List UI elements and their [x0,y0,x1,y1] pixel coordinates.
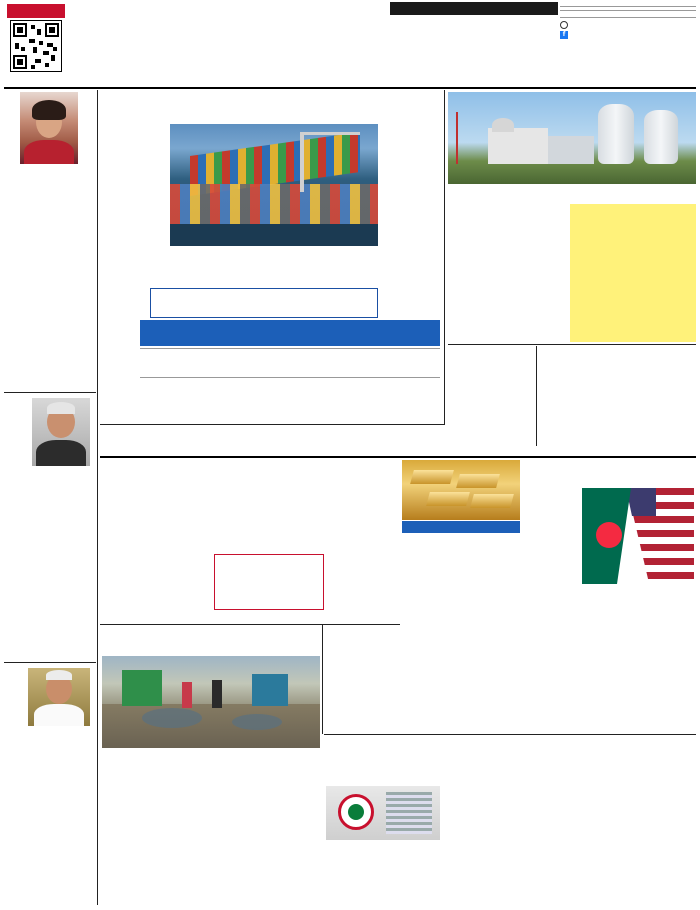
globe-icon [560,21,568,29]
lead-blue-box [140,320,440,346]
story-climate [6,218,94,390]
story-consensus [6,782,94,906]
vertical-date [8,520,18,660]
greater-bd-block [522,708,694,732]
lead-col2 [170,248,378,288]
vertical-title [6,398,26,518]
day-badge [7,4,65,18]
stock-story [442,786,694,906]
facebook-icon: f [560,31,568,39]
extortion-pullquote [214,554,324,610]
lead-box [150,288,378,318]
extortion-more [102,614,398,616]
gold-bars-photo [402,460,520,520]
date-block [560,3,696,83]
lead-quote [140,348,440,378]
constitution-story [522,628,694,708]
rizwana-photo [20,92,78,164]
rooppur-plant-photo [448,92,696,184]
lead-body-bottom [140,380,440,422]
flags-photo [582,488,694,584]
gold-tag [402,521,520,533]
masthead [0,0,700,88]
gold-story [402,580,520,704]
rooppur-story [448,204,568,344]
road-story [102,750,320,906]
home-adviser-photo [32,398,90,466]
stock-exchange-photo [326,786,440,840]
tariff-story [522,488,580,628]
road-photo [102,656,320,748]
container-port-photo [170,124,378,246]
security-story [448,382,534,442]
stock-story-left [326,842,440,906]
poverty-story [540,376,696,456]
security-body-2 [448,444,534,454]
qr-code-icon [10,20,62,72]
lead-subhead [102,322,138,422]
rooppur-highlight [570,204,696,342]
newspaper-title [108,10,563,66]
story-home-adviser [26,520,94,660]
lead-col3 [380,124,440,320]
lead-continued [102,426,442,454]
mintoo-photo [28,668,90,726]
lead-more [380,412,440,414]
gulshan-story [326,676,398,732]
